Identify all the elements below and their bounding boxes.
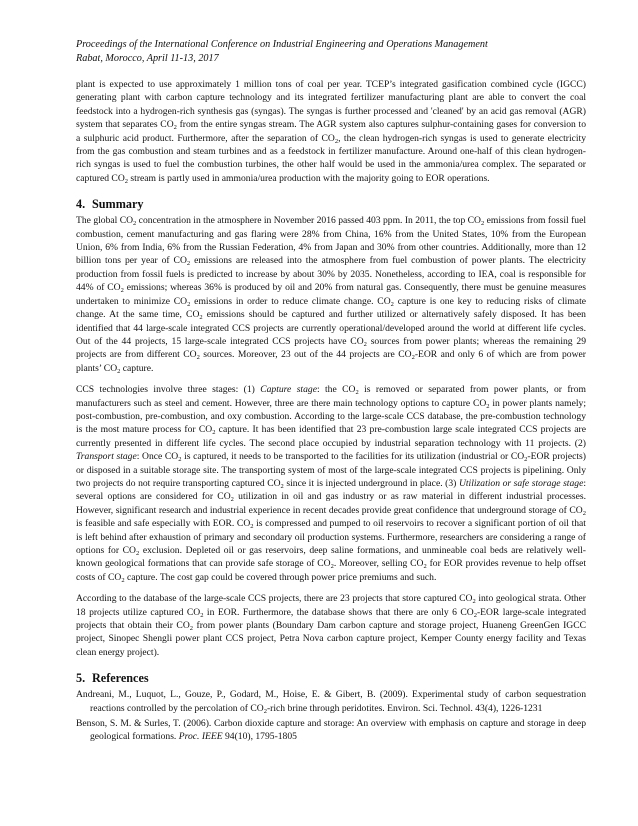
text-run: : several options are considered for CO <box>76 477 586 503</box>
text-run: The global CO <box>76 215 134 227</box>
subscript-text: 2 <box>472 598 476 606</box>
references-section-title: References <box>92 671 149 686</box>
subscript-text: 2 <box>480 220 485 228</box>
text-run: Benson, S. M. & Surles, T. (2006). Carbon dioxide capture and storage: An overview with emphasis on capture and storage in deep geological formations. <box>76 718 586 743</box>
text-run: emissions in order to reduce climate change. CO <box>190 295 391 307</box>
text-run: : the CO <box>316 384 356 396</box>
subscript-text: 2 <box>363 340 367 348</box>
text-run: Andreani, M., Luquot, L., Gouze, P., Godard, M., Hoise, E. & Gibert, B. (2009). Experimental study of carbon sequestration reactions controlled by the percolation of CO <box>76 689 586 714</box>
text-run: capture. <box>120 362 154 374</box>
text-run: emissions from fossil fuel combustion, cement manufacturing and gas flaring were 28% from China, 16% from the United States, 10% from the European Union, 6% from India, 6% from the Russian Federation, 4% from Japan and 30% from other countries. Additionally, more than 12 billion tons per year of CO <box>76 215 587 267</box>
text-run: capture. The cost gap could be covered through power price premiums and such. <box>124 571 437 583</box>
text-run: is feasible and safe especially with EOR. CO <box>76 518 251 530</box>
subscript-text: 2 <box>124 177 129 185</box>
text-run: from power plants (Boundary Dam carbon capture and storage project, Huaneng GreenGen IGCC project, Sinopec Shengli power plant CCS project, Petra Nova carbon capture project, Kemper County energy facility and Texas clean energy project). <box>76 620 586 658</box>
subscript-text: 2 <box>133 220 137 228</box>
text-run: concentration in the atmosphere in November 2016 passed 403 ppm. In 2011, the top CO <box>136 215 481 227</box>
text-run: . Moreover, selling CO <box>333 558 424 570</box>
text-run: emissions are released into the atmosphere from fuel combustion of power plants. The electricity production from fossil fuels is predicted to increase by about 30% by 2035. Nonetheless, according to IEA, coal is responsible for 44% of CO <box>76 255 586 294</box>
text-run: for EOR provides revenue to help offset costs of CO <box>76 558 586 583</box>
subscript-text: 2 <box>390 300 394 308</box>
reference-entry-benson <box>76 717 586 744</box>
italic-text: Transport stage <box>76 451 137 463</box>
subscript-text: 2 <box>187 300 191 308</box>
text-run: sources from power plants; whereas the remaining 29 projects are from different CO <box>76 335 586 361</box>
text-run: CCS technologies involve three stages: (1) <box>76 384 261 396</box>
summary-paragraph-3 <box>76 592 586 659</box>
italic-text: Utilization or safe storage stage <box>458 477 584 489</box>
summary-section-number: 4. <box>76 197 86 212</box>
conference-title: Proceedings of the International Conference on Industrial Engineering and Operations Management <box>76 39 488 50</box>
text-run: sources. Moreover, 23 out of the 44 projects are CO <box>199 349 412 361</box>
text-run: emissions should be captured and further utilized or alternatively safely disposed. It has been identified that 44 large-scale integrated CCS projects are currently operational/developed around the world at different life cycles. Out of the 44 projects, 15 large-scale integrated CCS projects have CO <box>76 309 586 347</box>
subscript-text: 2 <box>230 496 234 504</box>
text-run: According to the database of the large-scale CCS projects, there are 23 projects that store captured CO <box>76 593 473 605</box>
text-run: stream is partly used in ammonia/urea production with the majority going to EOR operations. <box>128 172 490 184</box>
italic-text: Proc. IEEE <box>178 731 223 743</box>
text-run: emissions; whereas 36% is produced by oil and 20% from natural gas. Consequently, there must be genuine measures undertaken to minimize CO <box>76 282 586 307</box>
running-header <box>76 38 586 66</box>
summary-paragraph-2 <box>76 383 586 584</box>
subscript-text: 2 <box>212 429 216 437</box>
subscript-text: 2 <box>178 456 182 464</box>
subscript-text: 2 <box>423 563 427 571</box>
conference-location-date: Rabat, Morocco, April 11-13, 2017 <box>76 53 219 64</box>
subscript-text: 2 <box>200 611 204 619</box>
text-run: capture. It has been identified that 23 pre-combustion large scale integrated CCS projects are currently presented in different life cycles. The second place occupied by industrial separation technology with 11 projects. (2) <box>76 424 586 449</box>
text-run: into geological strata. Other 18 projects utilize captured CO <box>76 593 587 618</box>
text-run: is captured, it needs to be transported to the facilities for its utilization (industrial or CO <box>181 451 525 463</box>
subscript-text: 2 <box>189 625 194 633</box>
text-run: -rich brine through peridotites. Environ. Sci. Technol. 43(4), 1226-1231 <box>266 702 543 714</box>
text-run: , the clean hydrogen-rich syngas is used to generate electricity from the gas combustion and steam turbines and as a feedstock in fertilizer manufacture. Around one-half of this clean hydrogen-rich syngas is used to fuel the combustion turbines, the other half would be used in the ammonia/urea complex. The separated or captured CO <box>76 132 586 184</box>
summary-section-title: Summary <box>92 197 144 212</box>
text-run: in power plants namely; post-combustion, pre-combustion, and oxy combustion. According to the large-scale CCS database, the pre-combustion technology is the most mature process for CO <box>76 397 586 436</box>
references-section-number: 5. <box>76 671 86 686</box>
text-run: 94(10), 1795-1805 <box>222 731 297 743</box>
subscript-text: 2 <box>199 314 203 322</box>
reference-entry-andreani <box>76 688 586 715</box>
text-run: plant is expected to use approximately 1 million tons of coal per year. TCEP’s integrated gasification combined cycle (IGCC) generating plant with carbon capture technology and its integrated fertilizer manufacturing plant are able to convert the coal feedstock into a hydrogen-rich synthesis gas (syngas). The syngas is further processed and 'cleaned' by an acid gas removal (AGR) system that separates CO <box>76 79 586 131</box>
text-run: from the entire syngas stream. The AGR system also captures sulphur-containing gases for conversion to a sulphuric acid product. Furthermore, after the separation of CO <box>76 119 587 144</box>
references-heading <box>76 671 586 686</box>
subscript-text: 2 <box>355 389 359 397</box>
subscript-text: 2 <box>330 563 334 571</box>
subscript-text: 2 <box>186 260 191 268</box>
text-run: in EOR. Furthermore, the database shows that there are only 6 CO <box>203 606 474 618</box>
italic-text: Capture stage <box>260 384 317 396</box>
text-run: since it is injected underground in place. (3) <box>283 477 459 489</box>
subscript-text: 2 <box>135 550 140 557</box>
subscript-text: 2 <box>524 456 528 464</box>
subscript-text: 2 <box>120 287 124 295</box>
text-run: utilization in oil and gas industry or as raw material in different industrial processes. However, significant research and industrial experience in recent decades provide great confidence that underground storage of CO <box>76 491 586 516</box>
subscript-text: 2 <box>486 402 490 410</box>
subscript-text: 2 <box>473 611 477 619</box>
subscript-text: 2 <box>411 354 415 362</box>
subscript-text: 2 <box>173 124 177 132</box>
text-run: is removed or separated from power plants, or from manufacturers such as steel and cement. However, three are there main technology options to capture CO <box>76 384 586 409</box>
summary-heading <box>76 197 586 212</box>
intro-paragraph <box>76 78 586 185</box>
text-run: exclusion. Depleted oil or gas reservoirs, deep saline formations, and unmineable coal beds are relatively well-known geological formations that can provide safe storage of CO <box>76 545 587 570</box>
text-run: capture is one key to reducing risks of climate change. At the same time, CO <box>76 295 586 321</box>
text-run: -EOR projects) or disposed in a suitable storage site. The transporting system of most of the large-scale integrated CCS projects is pipelining. Only two projects do not require transporting captured CO <box>76 451 586 489</box>
subscript-text: 2 <box>334 137 339 145</box>
subscript-text: 2 <box>263 707 267 715</box>
subscript-text: 2 <box>250 523 254 531</box>
text-run: : Once CO <box>136 451 179 463</box>
subscript-text: 2 <box>117 367 121 375</box>
subscript-text: 2 <box>121 576 125 584</box>
subscript-text: 2 <box>280 482 284 490</box>
text-run: -EOR and only 6 of which are from power plants’ CO <box>76 349 586 374</box>
text-run: -EOR large-scale integrated projects that obtain their CO <box>76 606 587 632</box>
subscript-text: 2 <box>582 509 586 517</box>
subscript-text: 2 <box>196 354 200 362</box>
text-run: is compressed and pumped to oil reservoirs to recover a significant portion of oil that is left behind after exhaustion of primary and secondary oil production systems. Furthermore, researchers are considering a range of options for CO <box>76 518 586 556</box>
summary-paragraph-1 <box>76 214 586 375</box>
